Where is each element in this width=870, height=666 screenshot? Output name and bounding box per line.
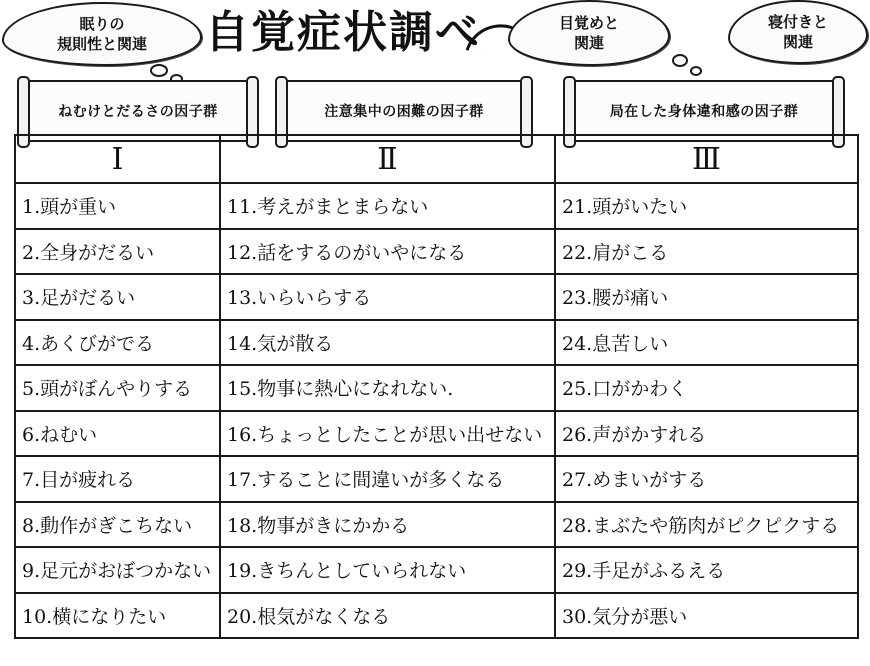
table-cell: 26.声がかすれる bbox=[555, 411, 858, 457]
table-row bbox=[15, 547, 858, 593]
table-header-row bbox=[15, 135, 858, 183]
table-row bbox=[15, 274, 858, 320]
table-cell: 6.ねむい bbox=[15, 411, 220, 457]
table-cell: 7.目が疲れる bbox=[15, 456, 220, 502]
table-cell: 15.物事に熱心になれない. bbox=[220, 365, 555, 411]
table-cell: 14.気が散る bbox=[220, 320, 555, 366]
table-cell: 18.物事がきにかかる bbox=[220, 502, 555, 548]
factor-group-3-banner: 局在した身体違和感の因子群 bbox=[568, 80, 840, 142]
factor-group-1-banner: ねむけとだるさの因子群 bbox=[22, 80, 254, 142]
table-row bbox=[15, 365, 858, 411]
cloud-bubble bbox=[672, 54, 688, 67]
table-row bbox=[15, 183, 858, 229]
cloud-bubble bbox=[690, 66, 702, 76]
column-header-3: Ⅲ bbox=[555, 135, 858, 183]
table-cell: 25.口がかわく bbox=[555, 365, 858, 411]
table-cell: 16.ちょっとしたことが思い出せない bbox=[220, 411, 555, 457]
table-cell: 19.きちんとしていられない bbox=[220, 547, 555, 593]
page-title: 自覚症状調べ bbox=[205, 7, 481, 58]
table-cell: 24.息苦しい bbox=[555, 320, 858, 366]
table-cell: 28.まぶたや筋肉がピクピクする bbox=[555, 502, 858, 548]
table-cell: 21.頭がいたい bbox=[555, 183, 858, 229]
cloud-sleep-regularity: 眠りの 規則性と関連 bbox=[2, 2, 202, 66]
table-cell: 9.足元がおぼつかない bbox=[15, 547, 220, 593]
table-cell: 1.頭が重い bbox=[15, 183, 220, 229]
cloud-awakening: 目覚めと 関連 bbox=[508, 0, 670, 66]
table-row bbox=[15, 456, 858, 502]
table-row bbox=[15, 229, 858, 275]
table-cell: 13.いらいらする bbox=[220, 274, 555, 320]
table-cell: 4.あくびがでる bbox=[15, 320, 220, 366]
table-cell: 11.考えがまとまらない bbox=[220, 183, 555, 229]
table-cell: 30.気分が悪い bbox=[555, 593, 858, 639]
table-row bbox=[15, 502, 858, 548]
column-header-2: Ⅱ bbox=[220, 135, 555, 183]
table-cell: 22.肩がこる bbox=[555, 229, 858, 275]
table-cell: 20.根気がなくなる bbox=[220, 593, 555, 639]
table-cell: 29.手足がふるえる bbox=[555, 547, 858, 593]
table-cell: 8.動作がぎこちない bbox=[15, 502, 220, 548]
cloud-falling-asleep: 寝付きと 関連 bbox=[728, 0, 868, 64]
table-row bbox=[15, 320, 858, 366]
table-cell: 17.することに間違いが多くなる bbox=[220, 456, 555, 502]
table-cell: 5.頭がぼんやりする bbox=[15, 365, 220, 411]
table-row bbox=[15, 411, 858, 457]
table-row bbox=[15, 593, 858, 639]
symptom-table bbox=[14, 134, 859, 639]
table-cell: 12.話をするのがいやになる bbox=[220, 229, 555, 275]
table-cell: 2.全身がだるい bbox=[15, 229, 220, 275]
table-cell: 23.腰が痛い bbox=[555, 274, 858, 320]
cloud-bubble bbox=[150, 64, 168, 77]
table-cell: 10.横になりたい bbox=[15, 593, 220, 639]
factor-group-2-banner: 注意集中の困難の因子群 bbox=[280, 80, 528, 142]
table-cell: 3.足がだるい bbox=[15, 274, 220, 320]
column-header-1: Ⅰ bbox=[15, 135, 220, 183]
table-cell: 27.めまいがする bbox=[555, 456, 858, 502]
